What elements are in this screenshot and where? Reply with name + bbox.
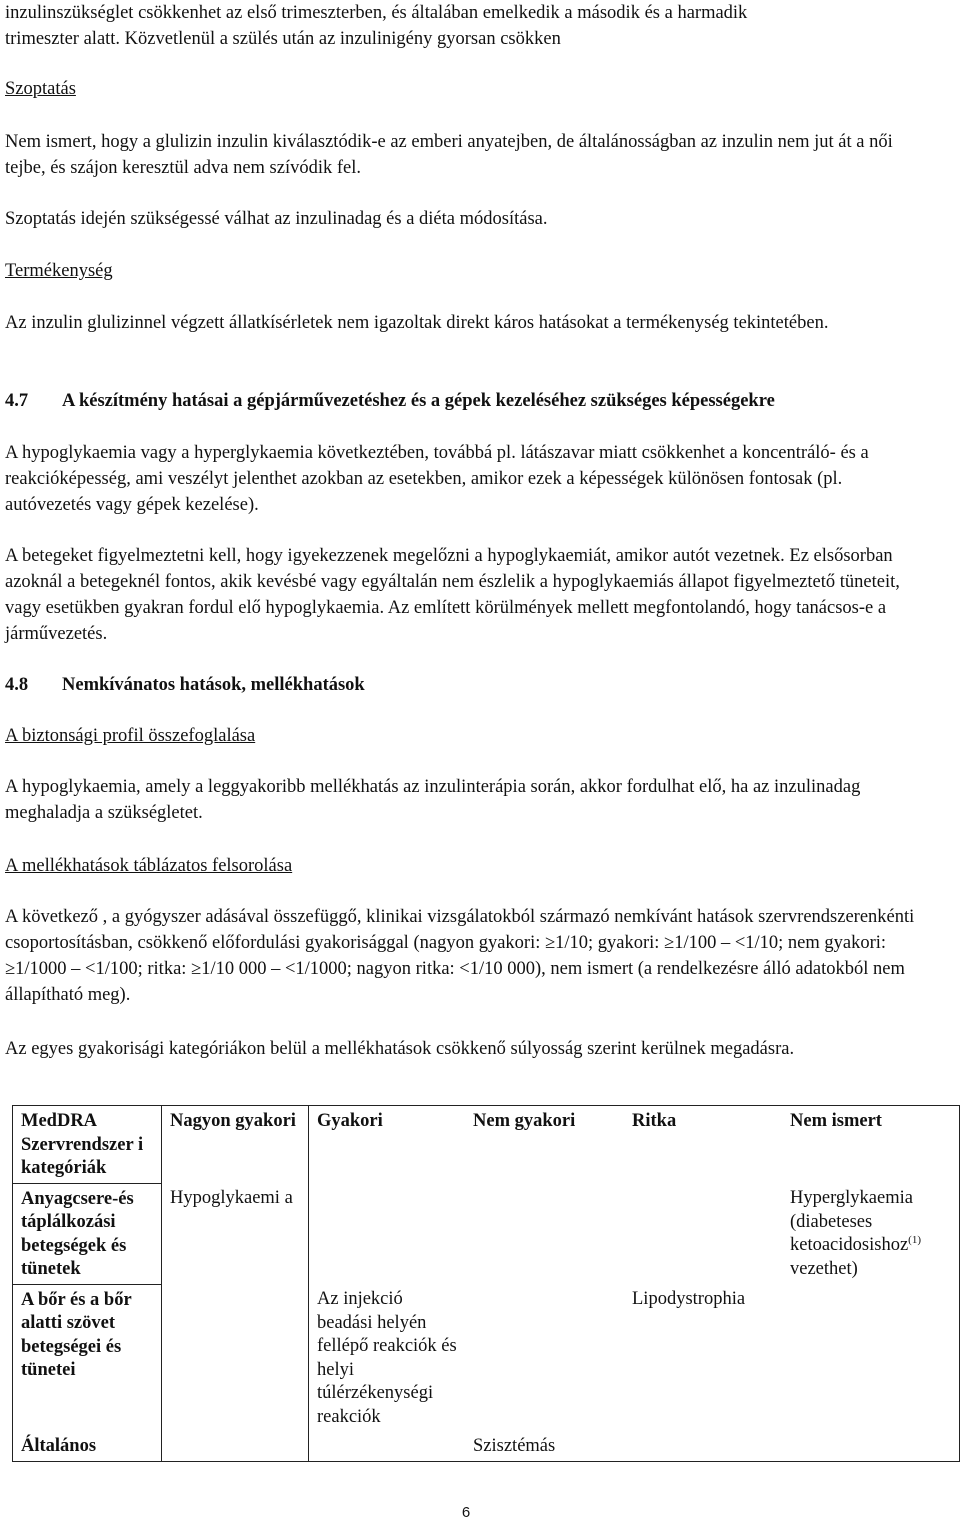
row-metabolism-uncommon	[465, 1183, 624, 1284]
hyperglycaemia-text-end: vezethet)	[790, 1258, 858, 1279]
severity-para: Az egyes gyakorisági kategóriákon belül a mellékhatások csökkenő súlyosság szerint kerülnek megadásra.	[5, 1039, 795, 1059]
footnote-marker: (1)	[908, 1233, 921, 1246]
section-4-8-title: Nemkívánatos hatások, mellékhatások	[62, 675, 365, 695]
table-row	[13, 1431, 960, 1461]
row-skin-common: Az injekció beadási helyén fellépő reakciók és helyi túlérzékenységi reakciók	[317, 1289, 457, 1427]
intro-paragraph	[5, 0, 930, 52]
row-general-category: Általános	[13, 1431, 162, 1461]
tabulated-list-heading-block	[5, 853, 930, 879]
section-4-7-para-1-block	[5, 440, 930, 518]
row-metabolism-very-common: Hypoglykaemi a	[162, 1183, 309, 1284]
row-general-unknown	[782, 1431, 960, 1461]
header-cell-very-common: Nagyon gyakori	[162, 1106, 309, 1184]
row-skin-category: A bőr és a bőr alatti szövet betegségei és tünetei	[13, 1284, 162, 1431]
fertility-heading-block	[5, 258, 930, 284]
breastfeeding-heading-block	[5, 76, 930, 102]
section-4-7-heading	[5, 388, 930, 414]
safety-profile-heading-block	[5, 723, 930, 749]
row-general-very-common	[162, 1431, 309, 1461]
page-number: 6	[461, 1504, 471, 1521]
section-4-7-para-1: A hypoglykaemia vagy a hyperglykaemia következtében, továbbá pl. látászavar miatt csökkenhet a koncentráló- és a reakcióképesség, ami veszélyt jelenthet azokban az esetekben, amikor ezek a képességek különösen fontosak (pl. autóvezetés vagy gépek kezelése).	[5, 443, 869, 515]
safety-profile-para: A hypoglykaemia, amely a leggyakoribb mellékhatás az inzulinterápia során, akkor fordulhat elő, ha az inzulinadag meghaladja a szükségletet.	[5, 777, 861, 823]
breastfeeding-para-2: Szoptatás idején szükségessé válhat az inzulinadag és a diéta módosítása.	[5, 209, 548, 229]
breastfeeding-para-1-block	[5, 129, 930, 181]
section-4-7-para-2-block	[5, 543, 930, 647]
fertility-para: Az inzulin glulizinnel végzett állatkísérletek nem igazoltak direkt káros hatásokat a termékenység tekintetében.	[5, 313, 829, 333]
safety-profile-para-block	[5, 774, 930, 826]
row-general-rare	[624, 1431, 782, 1461]
fertility-para-block	[5, 310, 930, 336]
intro-line-1: inzulinszükséglet csökkenhet az első trimeszterben, és általában emelkedik a második és a harmadik	[5, 3, 748, 23]
header-cell-uncommon: Nem gyakori	[465, 1106, 624, 1184]
row-skin-very-common	[162, 1284, 309, 1431]
section-4-7-number: 4.7	[5, 391, 29, 411]
row-metabolism-rare	[624, 1183, 782, 1284]
row-metabolism-unknown	[782, 1183, 960, 1284]
hyperglycaemia-text: Hyperglykaemia (diabeteses ketoacidosishoz	[790, 1188, 913, 1255]
row-metabolism-common	[309, 1183, 466, 1284]
table-row	[13, 1183, 960, 1284]
section-4-7-para-2: A betegeket figyelmeztetni kell, hogy igyekezzenek megelőzni a hypoglykaemiát, amikor autót vezetnek. Ez elsősorban azoknál a betegeknél fontos, akik kevésbé vagy egyáltalán nem észlelik a hypoglykaemiás állapot figyelmeztető tüneteit, vagy esetükben gyakran fordul elő hypoglykaemia. Az említett körülmények mellett megfontolandó, hogy tanácsos-e a járművezetés.	[5, 546, 900, 644]
table-row	[13, 1284, 960, 1431]
header-cell-rare: Ritka	[624, 1106, 782, 1184]
breastfeeding-heading: Szoptatás	[5, 79, 76, 99]
row-skin-uncommon	[465, 1284, 624, 1431]
section-4-8-number: 4.8	[5, 675, 29, 695]
row-metabolism-category: Anyagcsere-és táplálkozási betegségek és tünetek	[13, 1183, 162, 1284]
header-cell-meddra: MedDRA Szervrendszer i kategóriák	[13, 1106, 162, 1184]
row-general-common	[309, 1431, 466, 1461]
frequency-para-block	[5, 904, 930, 1008]
section-4-7-title: A készítmény hatásai a gépjárművezetéshez és a gépek kezeléséhez szükséges képességekre	[62, 391, 775, 411]
adverse-reactions-table	[12, 1105, 960, 1462]
row-general-uncommon: Szisztémás	[465, 1431, 624, 1461]
section-4-8-heading	[5, 672, 930, 698]
intro-line-2: trimeszter alatt. Közvetlenül a szülés után az inzulinigény gyorsan csökken	[5, 29, 561, 49]
table-header-row	[13, 1106, 960, 1184]
frequency-para: A következő , a gyógyszer adásával összefüggő, klinikai vizsgálatokból származó nemkívánt hatások szervrendszerenkénti csoportosításban, csökkenő előfordulási gyakorisággal (nagyon gyakori: ≥1/10; gyakori: ≥1/100 – <1/10; nem gyakori: ≥1/1000 – <1/100; ritka: ≥1/10 000 – <1/1000; nagyon ritka: <1/10 000), nem ismert (a rendelkezésre álló adatokból nem állapítható meg).	[5, 907, 915, 1005]
breastfeeding-para-2-block	[5, 206, 930, 232]
header-cell-unknown: Nem ismert	[782, 1106, 960, 1184]
tabulated-list-heading: A mellékhatások táblázatos felsorolása	[5, 856, 293, 876]
row-skin-unknown	[782, 1284, 960, 1431]
row-skin-rare: Lipodystrophia	[632, 1289, 746, 1309]
safety-profile-heading: A biztonsági profil összefoglalása	[5, 726, 256, 746]
header-cell-common: Gyakori	[309, 1106, 466, 1184]
severity-para-block	[5, 1036, 930, 1062]
fertility-heading: Termékenység	[5, 261, 113, 281]
breastfeeding-para-1: Nem ismert, hogy a glulizin inzulin kiválasztódik-e az emberi anyatejben, de általánosságban az inzulin nem jut át a női tejbe, és szájon keresztül adva nem szívódik fel.	[5, 132, 893, 178]
